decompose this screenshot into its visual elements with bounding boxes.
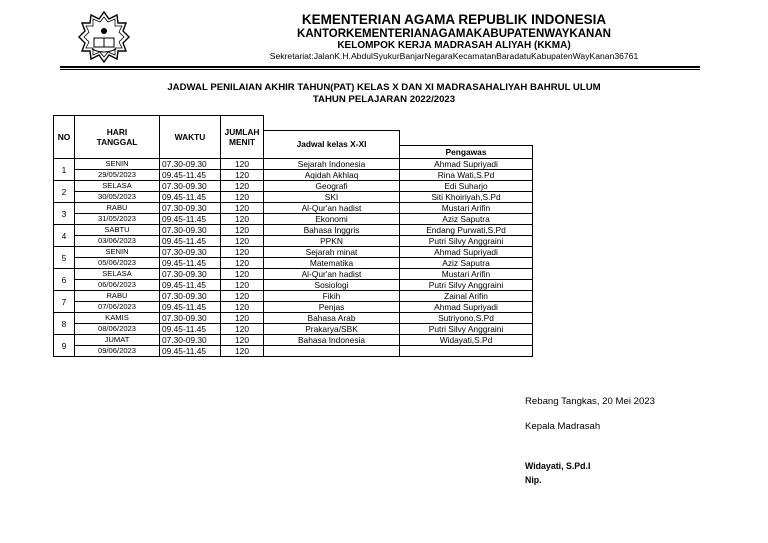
time-cell: 07.30-09.30 — [160, 247, 221, 258]
table-row — [54, 335, 533, 346]
time-cell: 09.45-11.45 — [160, 192, 221, 203]
ministry-name: KEMENTERIAN AGAMA REPUBLIK INDONESIA — [301, 12, 607, 27]
header-time: WAKTU — [160, 116, 221, 159]
letterhead-divider — [60, 66, 700, 68]
row-number: 8 — [54, 313, 75, 335]
header-minutes-line1: JUMLAH — [224, 127, 260, 137]
time-cell: 07.30-09.30 — [160, 181, 221, 192]
row-number: 1 — [54, 159, 75, 181]
supervisor-cell: Aziz Saputra — [400, 258, 533, 269]
minutes-cell: 120 — [221, 335, 264, 346]
time-cell: 09.45-11.45 — [160, 280, 221, 291]
supervisor-cell: Rina Wati,S.Pd — [400, 170, 533, 181]
table-row — [54, 181, 533, 192]
supervisor-cell: Widayati,S.Pd — [400, 335, 533, 346]
table-row — [54, 258, 533, 269]
day-name: KAMIS — [75, 313, 160, 324]
supervisor-cell: Sutriyono,S.Pd — [400, 313, 533, 324]
table-row — [54, 236, 533, 247]
row-number: 7 — [54, 291, 75, 313]
header-minutes — [221, 116, 264, 159]
table-row — [54, 291, 533, 302]
day-name: JUMAT — [75, 335, 160, 346]
minutes-cell: 120 — [221, 302, 264, 313]
group-name: KELOMPOK KERJA MADRASAH ALIYAH (KKMA) — [337, 40, 571, 51]
day-date: 03/06/2023 — [75, 236, 160, 247]
minutes-cell: 120 — [221, 247, 264, 258]
time-cell: 07.30-09.30 — [160, 269, 221, 280]
time-cell: 09.45-11.45 — [160, 302, 221, 313]
day-date: 06/06/2023 — [75, 280, 160, 291]
day-date: 30/05/2023 — [75, 192, 160, 203]
minutes-cell: 120 — [221, 159, 264, 170]
time-cell: 09.45-11.45 — [160, 346, 221, 357]
supervisor-cell: Mustari Arifin — [400, 269, 533, 280]
signer-nip: Nip. — [525, 475, 542, 485]
table-row — [54, 225, 533, 236]
document-title: JADWAL PENILAIAN AKHIR TAHUN(PAT) KELAS X DAN XI MADRASAHALIYAH BAHRUL ULUM — [167, 82, 601, 93]
supervisor-cell: Aziz Saputra — [400, 214, 533, 225]
header-subject: Jadwal kelas X-XI — [264, 130, 400, 159]
time-cell: 07.30-09.30 — [160, 203, 221, 214]
letterhead-divider-thin — [60, 69, 700, 70]
subject-cell: SKI — [264, 192, 400, 203]
minutes-cell: 120 — [221, 313, 264, 324]
supervisor-cell: Edi Suharjo — [400, 181, 533, 192]
supervisor-cell: Putri Silvy Anggraini — [400, 236, 533, 247]
minutes-cell: 120 — [221, 203, 264, 214]
time-cell: 09.45-11.45 — [160, 214, 221, 225]
minutes-cell: 120 — [221, 170, 264, 181]
day-date: 05/06/2023 — [75, 258, 160, 269]
subject-cell: Al-Qur'an hadist — [264, 269, 400, 280]
subject-cell: Sosiologi — [264, 280, 400, 291]
header-supervisor: Pengawas — [400, 146, 533, 159]
day-name: SELASA — [75, 269, 160, 280]
time-cell: 09.45-11.45 — [160, 170, 221, 181]
header-day-date — [75, 116, 160, 159]
signer-role: Kepala Madrasah — [525, 421, 601, 432]
time-cell: 09.45-11.45 — [160, 258, 221, 269]
secretariat-address: Sekretariat:JalanK.H.AbdulSyukurBanjarNegaraKecamatanBaradatuKabupatenWayKanan36761 — [269, 51, 639, 61]
minutes-cell: 120 — [221, 236, 264, 247]
day-name: RABU — [75, 203, 160, 214]
supervisor-cell: Siti Khoiriyah,S.Pd — [400, 192, 533, 203]
minutes-cell: 120 — [221, 181, 264, 192]
day-name: SELASA — [75, 181, 160, 192]
header-row — [54, 116, 533, 131]
subject-cell: Al-Qur'an hadist — [264, 203, 400, 214]
day-date: 09/06/2023 — [75, 346, 160, 357]
supervisor-cell: Mustari Arifin — [400, 203, 533, 214]
day-name: SENIN — [75, 247, 160, 258]
time-cell: 07.30-09.30 — [160, 291, 221, 302]
supervisor-cell: Putri Silvy Anggraini — [400, 324, 533, 335]
subject-cell: Bahasa Indonesia — [264, 335, 400, 346]
subject-cell: Fikih — [264, 291, 400, 302]
day-date: 07/06/2023 — [75, 302, 160, 313]
table-row — [54, 324, 533, 335]
minutes-cell: 120 — [221, 258, 264, 269]
minutes-cell: 120 — [221, 269, 264, 280]
subject-cell: Ekonomi — [264, 214, 400, 225]
minutes-cell: 120 — [221, 291, 264, 302]
table-row — [54, 313, 533, 324]
time-cell: 07.30-09.30 — [160, 159, 221, 170]
subject-cell: Sejarah Indonesia — [264, 159, 400, 170]
row-number: 9 — [54, 335, 75, 357]
minutes-cell: 120 — [221, 280, 264, 291]
time-cell: 07.30-09.30 — [160, 313, 221, 324]
time-cell: 07.30-09.30 — [160, 225, 221, 236]
supervisor-cell: Zainal Arifin — [400, 291, 533, 302]
day-name: RABU — [75, 291, 160, 302]
supervisor-cell: Ahmad Supriyadi — [400, 302, 533, 313]
header-no: NO — [54, 116, 75, 159]
subject-cell: Bahasa Arab — [264, 313, 400, 324]
subject-cell: Bahasa Inggris — [264, 225, 400, 236]
subject-cell — [264, 346, 400, 357]
supervisor-cell: Ahmad Supriyadi — [400, 247, 533, 258]
day-name: SENIN — [75, 159, 160, 170]
subject-cell: Prakarya/SBK — [264, 324, 400, 335]
signer-name: Widayati, S.Pd.I — [525, 461, 591, 471]
row-number: 4 — [54, 225, 75, 247]
day-name: SABTU — [75, 225, 160, 236]
day-date: 29/05/2023 — [75, 170, 160, 181]
subject-cell: Sejarah minat — [264, 247, 400, 258]
time-cell: 07.30-09.30 — [160, 335, 221, 346]
supervisor-cell: Ahmad Supriyadi — [400, 159, 533, 170]
day-date: 31/05/2023 — [75, 214, 160, 225]
table-row — [54, 203, 533, 214]
day-date: 08/06/2023 — [75, 324, 160, 335]
table-row — [54, 159, 533, 170]
table-row — [54, 214, 533, 225]
table-row — [54, 269, 533, 280]
row-number: 6 — [54, 269, 75, 291]
table-row — [54, 170, 533, 181]
subject-cell: Matematika — [264, 258, 400, 269]
subject-cell: Geografi — [264, 181, 400, 192]
table-row — [54, 346, 533, 357]
subject-cell: PPKN — [264, 236, 400, 247]
subject-cell: Aqidah Akhlaq — [264, 170, 400, 181]
row-number: 2 — [54, 181, 75, 203]
minutes-cell: 120 — [221, 225, 264, 236]
header-day: HARI — [106, 127, 128, 137]
time-cell: 09.45-11.45 — [160, 236, 221, 247]
row-number: 5 — [54, 247, 75, 269]
minutes-cell: 120 — [221, 214, 264, 225]
header-date: TANGGAL — [96, 137, 138, 147]
minutes-cell: 120 — [221, 192, 264, 203]
document-subtitle: TAHUN PELAJARAN 2022/2023 — [312, 94, 456, 105]
table-row — [54, 302, 533, 313]
schedule-table — [53, 115, 533, 357]
minutes-cell: 120 — [221, 324, 264, 335]
supervisor-cell: Putri Silvy Anggraini — [400, 280, 533, 291]
minutes-cell: 120 — [221, 346, 264, 357]
place-date: Rebang Tangkas, 20 Mei 2023 — [525, 396, 655, 407]
office-name: KANTORKEMENTERIANAGAMAKABUPATENWAYKANAN — [297, 28, 611, 40]
subject-cell: Penjas — [264, 302, 400, 313]
table-row — [54, 280, 533, 291]
header-minutes-line2: MENIT — [228, 137, 256, 147]
supervisor-cell: Endang Purwati,S.Pd — [400, 225, 533, 236]
time-cell: 09.45-11.45 — [160, 324, 221, 335]
row-number: 3 — [54, 203, 75, 225]
table-row — [54, 247, 533, 258]
table-row — [54, 192, 533, 203]
supervisor-cell — [400, 346, 533, 357]
